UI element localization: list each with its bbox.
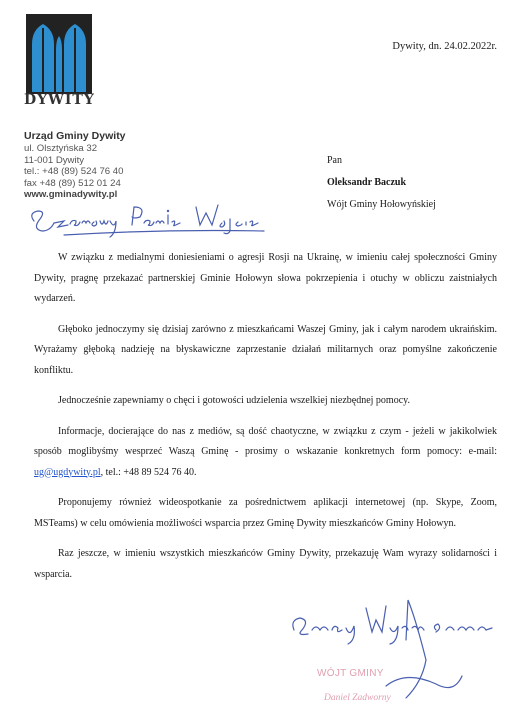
recipient-block [327,150,436,216]
body-paragraph: Proponujemy również wideospotkanie za pośrednictwem aplikacji internetowej (np. Skype, Zoom, MSTeams) w celu omówienia możliwości wsparcia przez Gminę Dywity mieszkańców Gminy Hołowyn. [34,497,497,529]
body-paragraph [34,422,497,484]
stamp-title: WÓJT GMINY [317,668,384,679]
email-link[interactable]: ug@ugdywity.pl [34,466,101,478]
letter-body [34,248,497,595]
letter-date: Dywity, dn. 24.02.2022r. [392,41,497,52]
sender-office: Urząd Gminy Dywity [24,130,126,142]
handwritten-greeting [24,191,284,241]
body-paragraph: W związku z medialnymi doniesieniami o agresji Rosji na Ukrainę, w imieniu całej społeczności Gminy Dywity, pragnę przekazać partnerskiej Gminie Hołowyn słowa pokrzepienia i otuchy w obliczu zaistniałych wydarzeń. [34,252,497,304]
recipient-name: Oleksandr Baczuk [327,177,406,188]
logo-wordmark: DYWITY [24,92,95,108]
sender-website: www.gminadywity.pl [24,189,118,201]
handwritten-signature [286,590,506,710]
sender-street: ul. Olsztyńska 32 [24,143,98,155]
stamp-name: Daniel Zadworny [324,693,391,703]
body-text: Informacje, docierające do nas z mediów, są dość chaotyczne, w związku z czym - jeżeli w jakikolwiek sposób moglibyśmy wesprzeć Waszą Gminę - prosimy o wskazanie konkretnych form pomocy: e-mail: [34,425,497,457]
sender-tel: tel.: +48 (89) 524 76 40 [24,166,124,178]
body-paragraph: Jednocześnie zapewniamy o chęci i gotowości udzielenia wszelkiej niezbędnej pomocy. [58,395,410,406]
sender-fax: fax +48 (89) 512 01 24 [24,177,121,189]
recipient-salutation: Pan [327,155,342,166]
body-text: , tel.: +48 89 524 76 40. [100,466,197,478]
body-paragraph: Raz jeszcze, w imieniu wszystkich mieszkańców Gminy Dywity, przekazuję Wam wyrazy solidarności i wsparcia. [34,548,497,580]
body-paragraph: Głęboko jednoczymy się dzisiaj zarówno z mieszkańcami Waszej Gminy, jak i całym narodem ukraińskim. Wyrażamy głęboką nadzieję na błyskawiczne zaprzestanie działań militarnych oraz pomyślne zakończenie konfliktu. [34,323,497,376]
sender-city: 11-001 Dywity [24,154,85,166]
recipient-title: Wójt Gminy Hołowyńskiej [327,199,436,210]
